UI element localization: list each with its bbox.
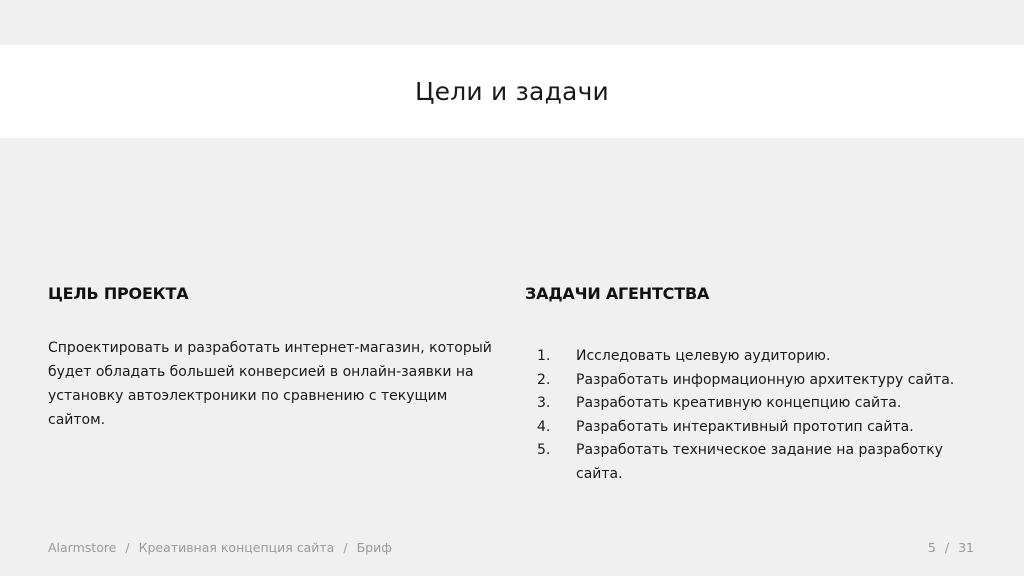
header-band: [0, 45, 1024, 138]
task-text: Разработать информационную архитектуру сайта.: [576, 371, 955, 388]
task-item: [525, 369, 975, 393]
breadcrumb: [48, 540, 392, 555]
breadcrumb-document: Креативная концепция сайта: [138, 540, 335, 555]
page-total: 31: [958, 540, 974, 555]
goal-text: Спроектировать и разработать интернет-магазин, который будет обладать большей конверсией в онлайн-заявки на установку автоэлектроники по сравнению с текущим сайтом.: [48, 340, 492, 428]
task-number: 2.: [537, 371, 551, 388]
goal-section: [48, 282, 498, 432]
page-title: Цели и задачи: [415, 77, 609, 106]
task-item: [525, 416, 975, 440]
page-current: 5: [927, 540, 936, 555]
breadcrumb-separator: /: [125, 540, 130, 555]
goal-heading: ЦЕЛЬ ПРОЕКТА: [48, 284, 189, 303]
task-text: Разработать интерактивный прототип сайта.: [576, 418, 914, 435]
task-item: [525, 392, 975, 416]
task-number: 5.: [537, 442, 551, 458]
task-number: 1.: [537, 348, 551, 364]
breadcrumb-separator: /: [343, 540, 348, 555]
task-number: 4.: [537, 418, 551, 435]
breadcrumb-section: Бриф: [356, 540, 392, 555]
task-item: [525, 439, 975, 486]
breadcrumb-project: Alarmstore: [48, 540, 117, 555]
task-number: 3.: [537, 395, 551, 411]
footer: [48, 540, 974, 555]
task-text: Исследовать целевую аудиторию.: [576, 348, 831, 364]
task-item: [525, 345, 975, 369]
tasks-section: [525, 282, 975, 486]
task-text: Разработать креативную концепцию сайта.: [576, 395, 902, 411]
task-list: [525, 345, 975, 486]
page-counter: [928, 540, 974, 555]
tasks-heading: ЗАДАЧИ АГЕНТСТВА: [525, 284, 710, 303]
task-text: Разработать техническое задание на разработку сайта.: [576, 442, 943, 482]
page-separator: /: [944, 540, 950, 555]
